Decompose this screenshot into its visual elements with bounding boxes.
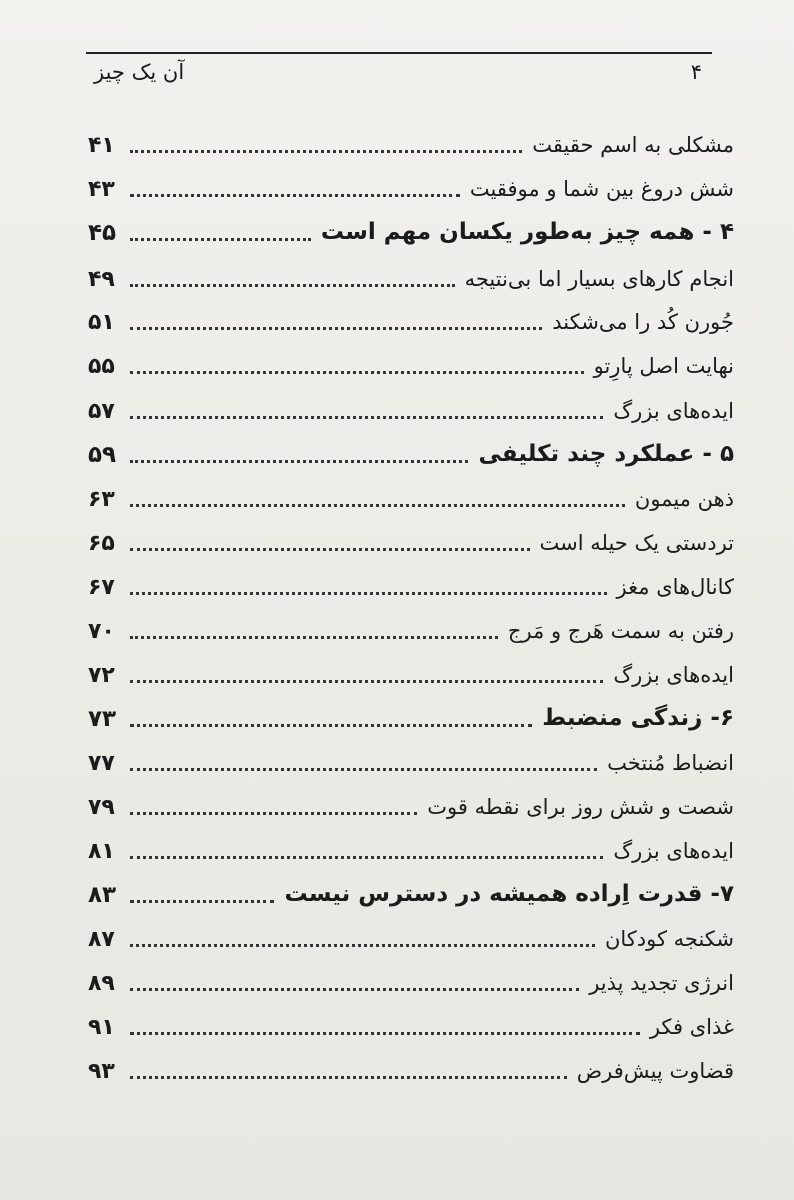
dot-leader: [130, 856, 603, 859]
toc-entry-title: شش دروغ بین شما و موفقیت: [469, 177, 734, 201]
dot-leader: [130, 327, 542, 330]
toc-page-number: ۷۹: [88, 795, 115, 820]
toc-entry-title: ایده‌های بزرگ: [613, 399, 734, 423]
toc-entry-title: ایده‌های بزرگ: [613, 839, 734, 863]
dot-leader: [130, 284, 455, 287]
toc-page-number: ۵۷: [88, 399, 115, 424]
toc-page-number: ۹۳: [88, 1059, 115, 1084]
dot-leader: [130, 371, 584, 374]
toc-entry-title: شصت و شش روز برای نقطه قوت: [427, 795, 734, 819]
toc-page-number: ۸۹: [88, 971, 115, 996]
toc-entry-title: مشکلی به اسم حقیقت: [532, 133, 734, 157]
toc-row: [88, 958, 734, 998]
dot-leader: [130, 548, 530, 551]
page-number: ۴: [690, 60, 702, 84]
toc-chapter-title: ۶- زندگی منضبط: [542, 705, 734, 731]
toc-row: [88, 297, 734, 337]
dot-leader: [130, 150, 522, 153]
toc-page-number: ۷۷: [88, 751, 115, 776]
toc-chapter-row: [88, 430, 734, 470]
toc-row: [88, 914, 734, 954]
dot-leader: [130, 460, 468, 463]
toc-row: [88, 120, 734, 160]
dot-leader: [130, 1032, 640, 1035]
toc-row: [88, 386, 734, 426]
toc-entry-title: انضباط مُنتخب: [607, 751, 734, 775]
toc-page-number: ۴۱: [88, 133, 115, 158]
toc-page-number: ۷۰: [88, 619, 115, 644]
toc-row: [88, 474, 734, 514]
toc-row: [88, 738, 734, 778]
toc-row: [88, 1002, 734, 1042]
dot-leader: [130, 724, 532, 727]
toc-row: [88, 826, 734, 866]
book-title: آن یک چیز: [94, 60, 185, 84]
toc-chapter-title: ۷- قدرت اِراده همیشه در دسترس نیست: [284, 881, 734, 907]
toc-row: [88, 1046, 734, 1086]
toc-page-number: ۷۳: [88, 706, 117, 732]
toc-entry-title: نهایت اصل پارِتو: [593, 354, 734, 378]
toc-row: [88, 164, 734, 204]
toc-entry-title: غذای فکر: [649, 1015, 734, 1039]
dot-leader: [130, 636, 498, 639]
toc-page-number: ۵۹: [88, 442, 117, 468]
toc-page-number: ۴۵: [88, 220, 117, 246]
toc-row: [88, 341, 734, 381]
dot-leader: [130, 944, 595, 947]
dot-leader: [130, 1076, 567, 1079]
toc-page-number: ۹۱: [88, 1015, 115, 1040]
toc-entry-title: شکنجه کودکان: [604, 927, 734, 951]
toc-page-number: ۷۲: [88, 663, 115, 688]
toc-page-number: ۶۳: [88, 487, 115, 512]
toc-page-number: ۴۳: [88, 177, 115, 202]
dot-leader: [130, 592, 607, 595]
dot-leader: [130, 680, 603, 683]
toc-entry-title: ذهن میمون: [634, 487, 734, 511]
toc-chapter-row: [88, 870, 734, 910]
toc-entry-title: انرژی تجدید پذیر: [589, 971, 734, 995]
toc-chapter-title: ۵ - عملکرد چند تکلیفی: [478, 441, 734, 467]
toc-page-number: ۵۱: [88, 310, 115, 335]
toc-page-number: ۴۹: [88, 267, 115, 292]
toc-row: [88, 650, 734, 690]
toc-row: [88, 606, 734, 646]
toc-entry-title: ایده‌های بزرگ: [613, 663, 734, 687]
toc-row: [88, 782, 734, 822]
dot-leader: [130, 900, 274, 903]
toc-entry-title: تردستی یک حیله است: [539, 531, 734, 555]
dot-leader: [130, 238, 311, 241]
dot-leader: [130, 768, 597, 771]
toc-entry-title: جُورن کُد را می‌شکند: [552, 310, 734, 334]
dot-leader: [130, 504, 625, 507]
toc-page-number: ۸۳: [88, 882, 117, 908]
toc-chapter-row: [88, 694, 734, 734]
dot-leader: [130, 988, 579, 991]
toc-row: [88, 562, 734, 602]
toc-page-number: ۵۵: [88, 354, 115, 379]
dot-leader: [130, 812, 417, 815]
toc-entry-title: کانال‌های مغز: [616, 575, 734, 599]
toc-entry-title: رفتن به سمت هَرج و مَرج: [507, 619, 734, 643]
toc-entry-title: قضاوت پیش‌فرض: [576, 1059, 734, 1083]
dot-leader: [130, 416, 603, 419]
toc-page-number: ۸۱: [88, 839, 115, 864]
toc-chapter-row: [88, 208, 734, 248]
toc-row: [88, 254, 734, 294]
toc-page-number: ۶۷: [88, 575, 115, 600]
toc-chapter-title: ۴ - همه چیز به‌طور یکسان مهم است: [320, 219, 734, 245]
toc-entry-title: انجام کارهای بسیار اما بی‌نتیجه: [464, 267, 734, 291]
dot-leader: [130, 194, 460, 197]
toc-page-number: ۶۵: [88, 531, 115, 556]
toc-row: [88, 518, 734, 558]
toc-page-number: ۸۷: [88, 927, 115, 952]
